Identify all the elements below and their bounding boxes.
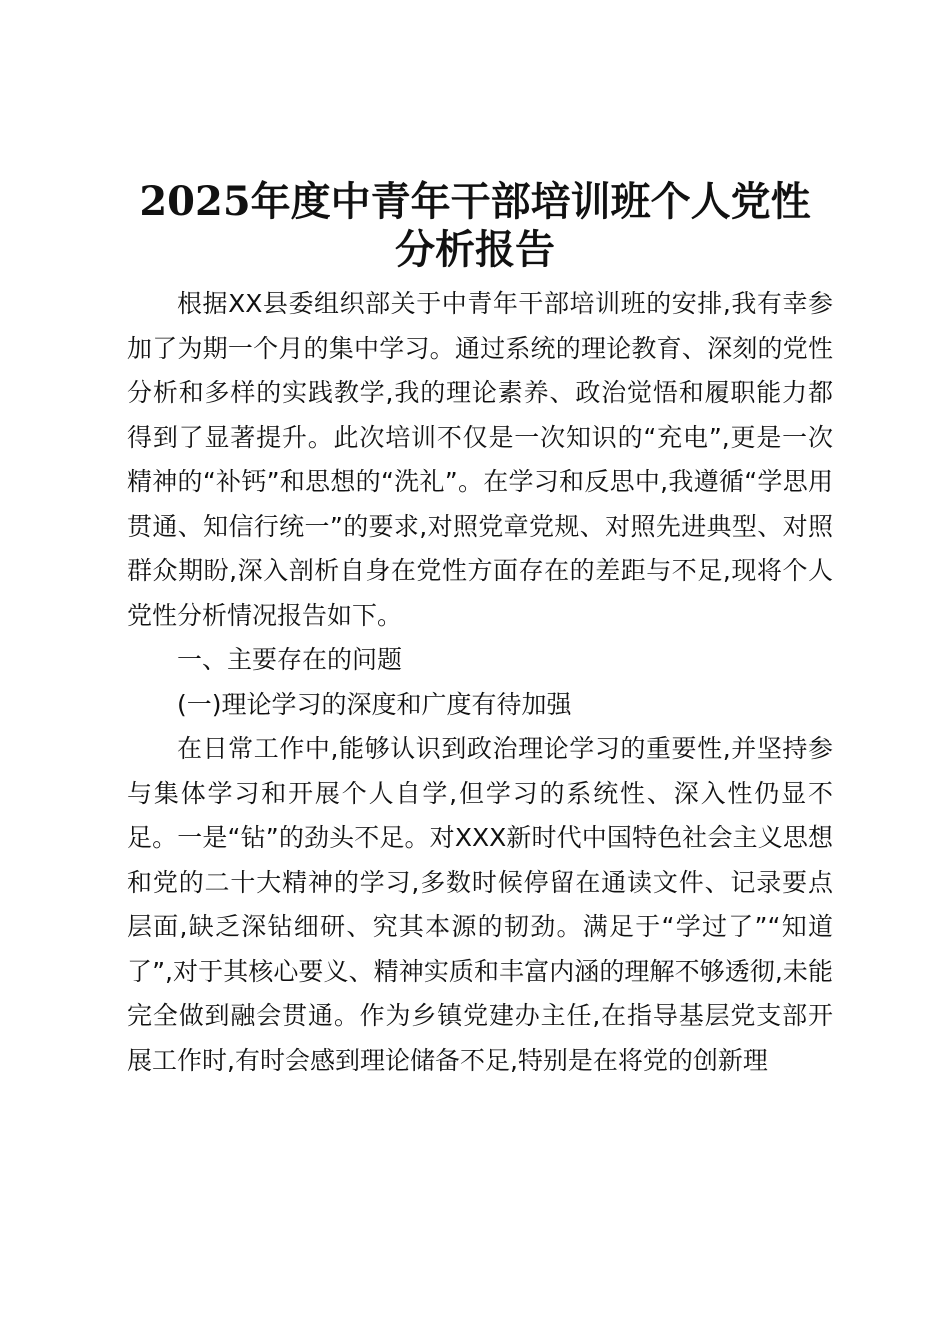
title-line-1: 2025年度中青年干部培训班个人党性 [139,178,811,225]
document-title [120,178,830,274]
title-line-2: 分析报告 [395,226,555,273]
section-heading-problems: 一、主要存在的问题 [177,645,403,674]
theory-study-paragraph: 在日常工作中,能够认识到政治理论学习的重要性,并坚持参与集体学习和开展个人自学,但学习的系统性、深入性仍显不足。一是“钻”的劲头不足。对XXX新时代中国特色社会主义思想和党的二十大精神的学习,多数时候停留在通读文件、记录要点层面,缺乏深钻细研、究其本源的韧劲。满足于“学过了”“知道了”,对于其核心要义、精神实质和丰富内涵的理解不够透彻,未能完全做到融会贯通。作为乡镇党建办主任,在指导基层党支部开展工作时,有时会感到理论储备不足,特别是在将党的创新理 [127,734,833,1075]
subsection-heading-theory-study: (一)理论学习的深度和广度有待加强 [177,689,572,719]
intro-paragraph: 根据XX县委组织部关于中青年干部培训班的安排,我有幸参加了为期一个月的集中学习。通过系统的理论教育、深刻的党性分析和多样的实践教学,我的理论素养、政治觉悟和履职能力都得到了显著提升。此次培训不仅是一次知识的“充电”,更是一次精神的“补钙”和思想的“洗礼”。在学习和反思中,我遵循“学思用贯通、知信行统一”的要求,对照党章党规、对照先进典型、对照群众期盼,深入剖析自身在党性方面存在的差距与不足,现将个人党性分析情况报告如下。 [127,289,833,630]
document-body [127,282,833,1083]
